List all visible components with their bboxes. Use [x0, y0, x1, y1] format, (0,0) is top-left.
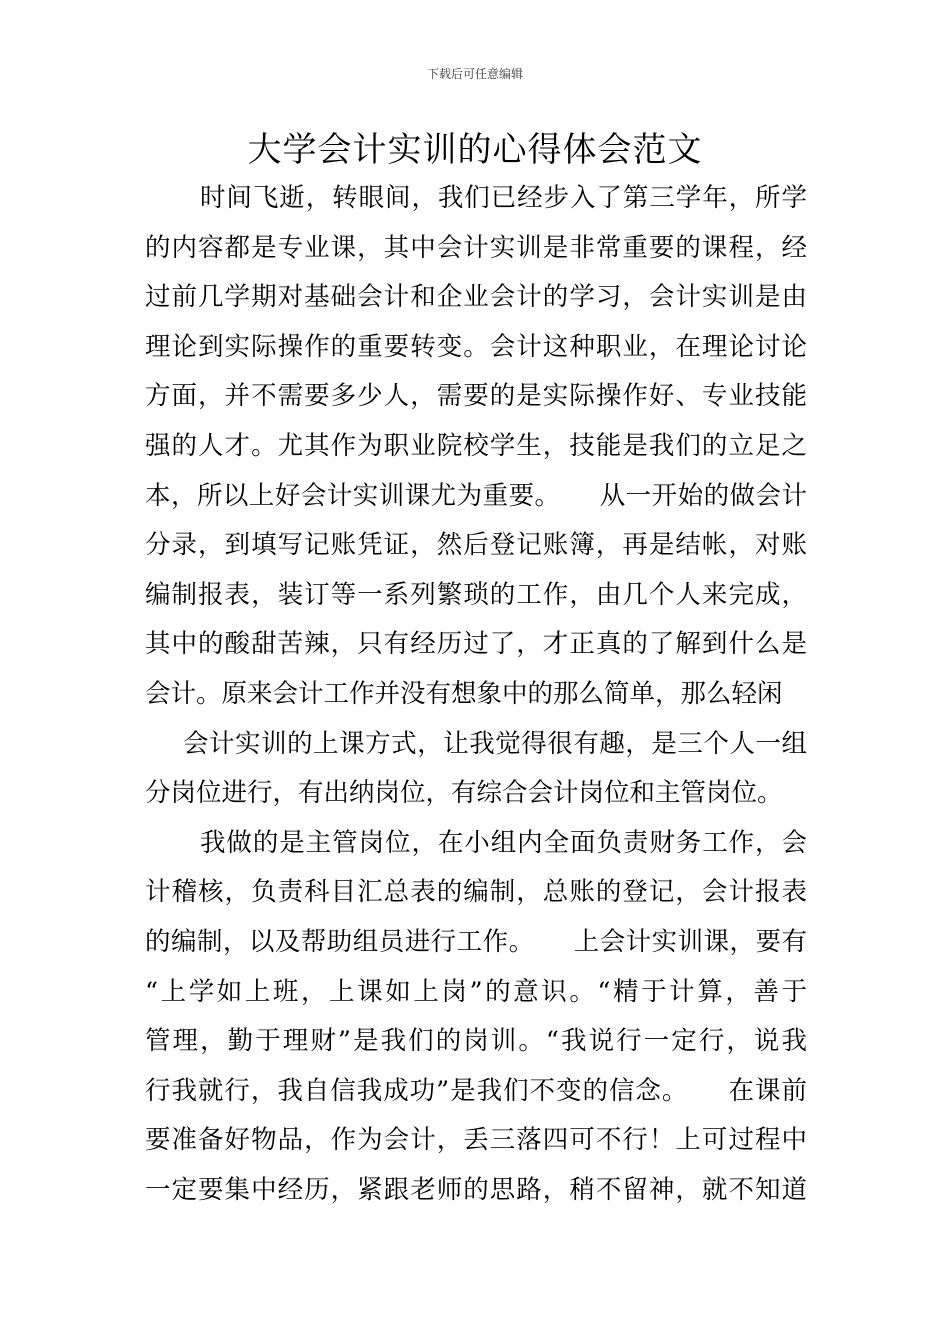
paragraph-line: 一定要集中经历，紧跟老师的思路，稍不留神，就不知道 — [145, 1174, 807, 1205]
paragraph-line: 其中的酸甜苦辣，只有经历过了，才正真的了解到什么是 — [145, 629, 807, 660]
paragraph-line: 要准备好物品，作为会计，丢三落四可不行！上可过程中 — [145, 1125, 807, 1156]
page-header: 下载后可任意编辑 — [426, 67, 523, 81]
paragraph-line: 分岗位进行，有出纳岗位，有综合会计岗位和主管岗位。 — [145, 778, 783, 809]
paragraph-line: 的内容都是专业课，其中会计实训是非常重要的课程，经 — [145, 232, 807, 263]
paragraph-line: 时间飞逝，转眼间，我们已经步入了第三学年，所学 — [200, 183, 807, 213]
paragraph-line: 会计。原来会计工作并没有想象中的那么简单，那么轻闲 — [145, 678, 783, 709]
paragraph-line: 理论到实际操作的重要转变。会计这种职业，在理论讨论 — [145, 331, 807, 362]
paragraph-line: 方面，并不需要多少人，需要的是实际操作好、专业技能 — [145, 381, 807, 412]
document-body — [145, 174, 807, 1215]
paragraph-line: “上学如上班，上课如上岗”的意识。“精于计算，善于 — [145, 976, 807, 1007]
paragraph-line: 强的人才。尤其作为职业院校学生，技能是我们的立足之 — [145, 430, 807, 461]
paragraph-line: 我做的是主管岗位，在小组内全面负责财务工作，会 — [200, 827, 807, 858]
paragraph-line: 管理，勤于理财”是我们的岗训。“我说行一定行，说我 — [145, 1026, 807, 1057]
paragraph-line: 分录，到填写记账凭证，然后登记账簿，再是结帐，对账 — [145, 530, 807, 561]
paragraph-line: 本，所以上好会计实训课尤为重要。 从一开始的做会计 — [145, 480, 807, 511]
document-title: 大学会计实训的心得体会范文 — [247, 130, 703, 170]
paragraph-line: 会计实训的上课方式，让我觉得很有趣，是三个人一组 — [183, 728, 807, 759]
paragraph-line: 计稽核，负责科目汇总表的编制，总账的登记，会计报表 — [145, 877, 807, 908]
paragraph-line: 编制报表，装订等一系列繁琐的工作，由几个人来完成， — [145, 579, 807, 610]
paragraph-line: 过前几学期对基础会计和企业会计的学习，会计实训是由 — [145, 282, 807, 313]
paragraph-line: 行我就行，我自信我成功”是我们不变的信念。 在课前 — [145, 1075, 807, 1106]
paragraph-line: 的编制，以及帮助组员进行工作。 上会计实训课，要有 — [145, 926, 807, 957]
